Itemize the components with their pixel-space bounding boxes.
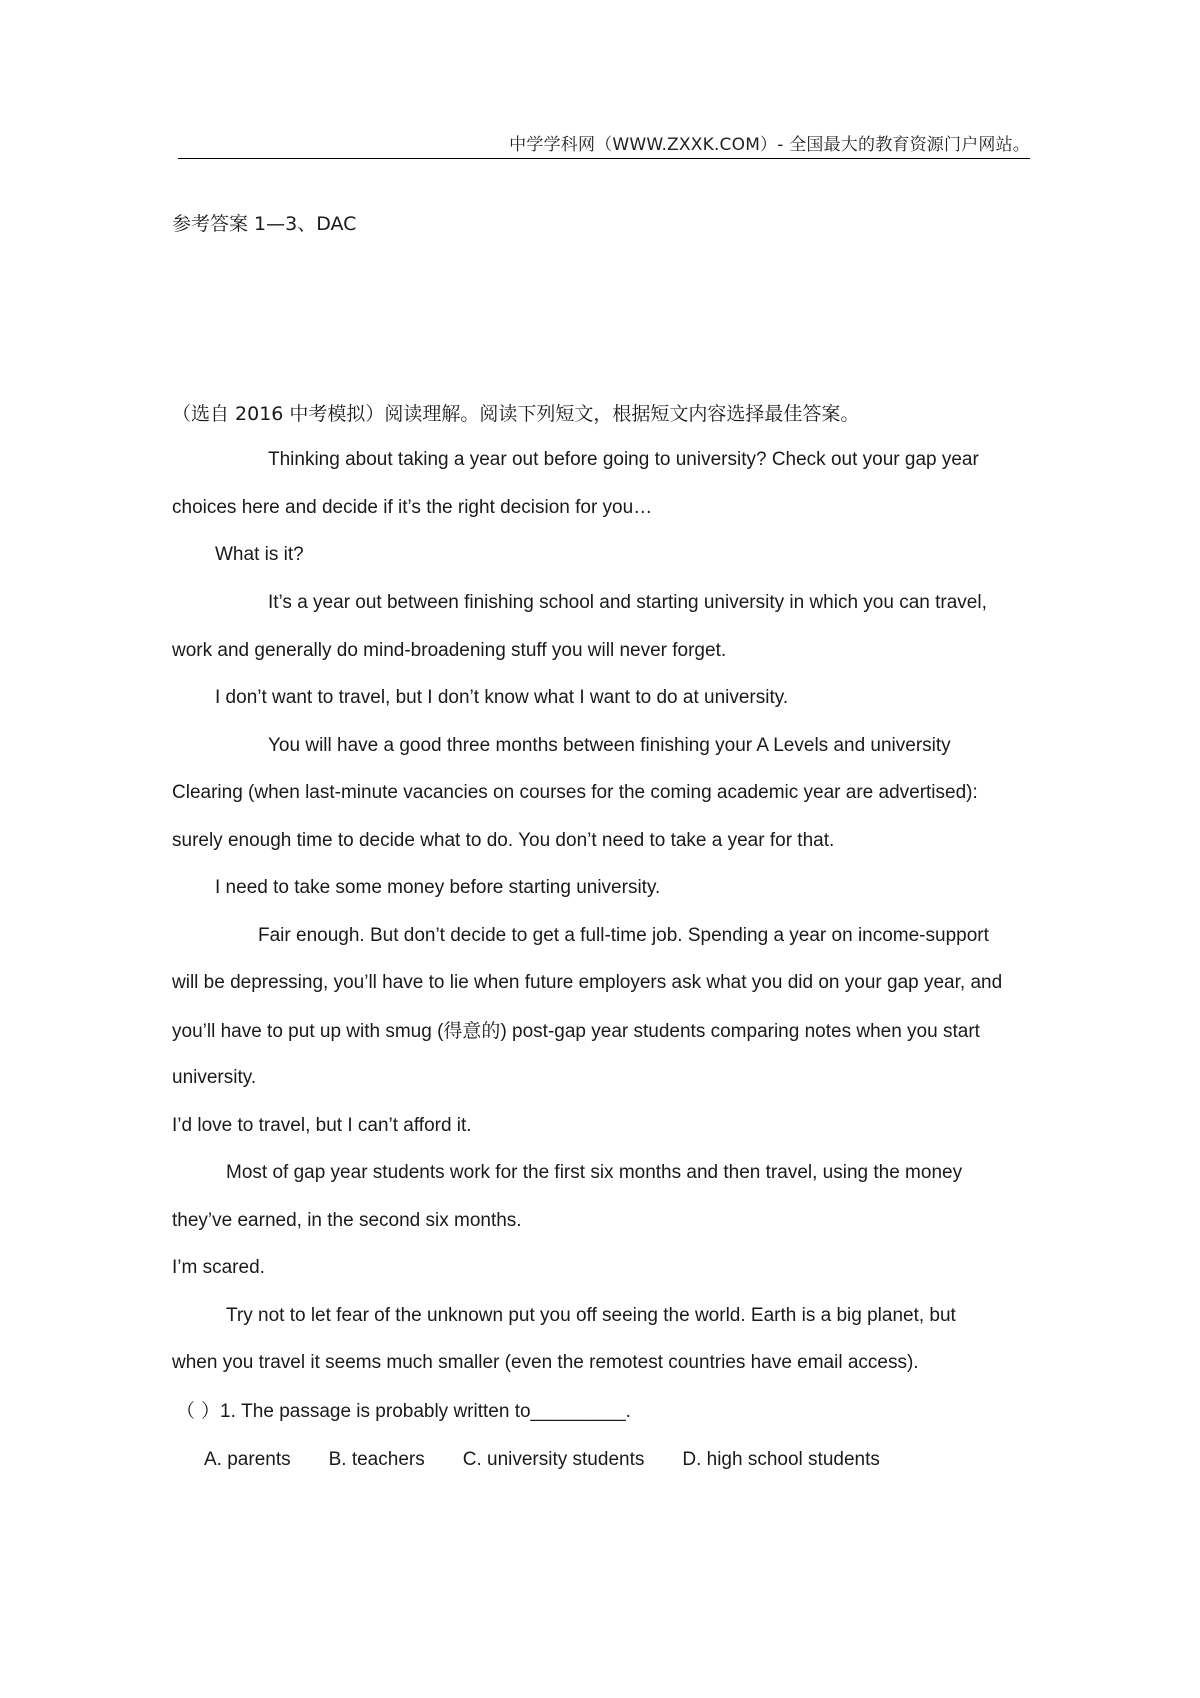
intro-line-1: Thinking about taking a year out before going to university? Check out your gap year: [268, 449, 979, 470]
answer-line: [172, 1019, 980, 1044]
answer-bracket: （ ）: [176, 1400, 221, 1422]
answer-line: university.: [172, 1067, 257, 1088]
option-d: D. high school students: [682, 1449, 880, 1470]
answer-line: will be depressing, you’ll have to lie when future employers ask what you did on your gap year, and: [172, 972, 1003, 993]
answer-text: you’ll have to put up with smug (: [172, 1021, 444, 1042]
page-header: [178, 128, 1030, 159]
answer-line: You will have a good three months between finishing your A Levels and university: [268, 735, 951, 756]
header-site-text: 中学学科网（WWW.ZXXK.COM）- 全国最大的教育资源门户网站。: [509, 135, 1030, 155]
instructions: （选自 2016 中考模拟）阅读理解。阅读下列短文，根据短文内容选择最佳答案。: [172, 403, 860, 425]
question-text: 1. The passage is probably written to_________.: [220, 1401, 631, 1422]
answer-line: they’ve earned, in the second six months.: [172, 1210, 522, 1231]
option-c: C. university students: [462, 1449, 645, 1470]
question-heading: I’d love to travel, but I can’t afford it.: [172, 1115, 472, 1136]
question-heading: What is it?: [215, 544, 304, 565]
chinese-gloss: 得意的: [443, 1020, 501, 1042]
question-heading: I need to take some money before starting university.: [215, 877, 661, 898]
answer-line: Most of gap year students work for the first six months and then travel, using the money: [226, 1162, 963, 1183]
option-b: B. teachers: [328, 1449, 425, 1470]
answer-line: Try not to let fear of the unknown put you off seeing the world. Earth is a big planet, but: [226, 1305, 956, 1326]
question-heading: I don’t want to travel, but I don’t know what I want to do at university.: [215, 687, 789, 708]
answer-line: work and generally do mind-broadening stuff you will never forget.: [172, 640, 727, 661]
answer-line: Fair enough. But don’t decide to get a full-time job. Spending a year on income-support: [258, 925, 989, 946]
answer-line: when you travel it seems much smaller (even the remotest countries have email access).: [172, 1352, 919, 1373]
answer-options: [204, 1448, 918, 1472]
answer-key: 参考答案 1—3、DAC: [172, 213, 357, 235]
answer-line: It’s a year out between finishing school and starting university in which you can travel,: [268, 592, 987, 613]
answer-text: ) post-gap year students comparing notes when you start: [500, 1021, 980, 1042]
option-a: A. parents: [204, 1449, 291, 1470]
question-1: [176, 1399, 631, 1424]
answer-line: Clearing (when last-minute vacancies on courses for the coming academic year are advertised):: [172, 782, 978, 803]
intro-line-2: choices here and decide if it’s the right decision for you…: [172, 497, 653, 518]
answer-line: surely enough time to decide what to do. You don’t need to take a year for that.: [172, 830, 835, 851]
question-heading: I’m scared.: [172, 1257, 265, 1278]
